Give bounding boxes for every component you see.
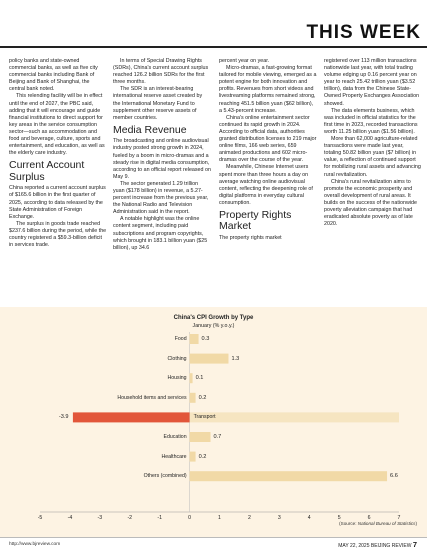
section-heading-property-rights: Property Rights Market xyxy=(219,208,292,233)
category-label: Household items and services xyxy=(117,394,187,401)
x-tick-label: 7 xyxy=(397,515,401,521)
x-tick-label: 2 xyxy=(247,515,251,521)
bar-healthcare xyxy=(190,452,196,462)
value-label: 0.2 xyxy=(198,394,207,401)
category-label: Housing xyxy=(167,375,187,382)
value-label: 0.7 xyxy=(213,434,222,440)
paragraph: policy banks and state-owned commercial banks, as well as five city commercial banks including Bank of Beijing and Bank of Shanghai, the central bank noted. xyxy=(9,58,98,93)
x-tick-label: -2 xyxy=(127,515,133,521)
footer-issue xyxy=(338,540,417,549)
value-label: 0.2 xyxy=(198,453,207,460)
chart-source xyxy=(339,521,417,526)
paragraph: China's rural revitalization aims to promote the economic prosperity and overall development of rural areas. It builds on the success of the nationwide poverty alleviation campaign that had eradicated absolute poverty as of late 2020. xyxy=(324,178,417,228)
x-tick-label: 1 xyxy=(218,515,221,521)
paragraph: percent year on year. xyxy=(219,58,270,64)
paragraph: More than 62,000 agriculture-related transactions were made last year, totaling 50.82 billion yuan ($7 billion) in value, a reflection of continued support for mobilizing rural assets and advancing rural revitalization. xyxy=(324,136,421,178)
source-suffix: ) xyxy=(415,521,417,526)
section-title: THIS WEEK xyxy=(306,22,421,43)
x-tick-label: -5 xyxy=(37,515,43,521)
paragraph: Micro-dramas, a fast-growing format tailored for mobile viewing, emerged as a potent engine for both innovation and profits. Revenues from short videos and livestreaming platforms remained strong, reaching 451.5 billion yuan ($62 billion), a 5.43-percent increase. xyxy=(219,65,317,114)
x-tick-label: 4 xyxy=(307,515,311,521)
paragraph: registered over 113 million transactions nationwide last year, with total trading volume edging up 0.16 percent year on year to reach 25.42 trillion yuan ($3.52 trillion), data from the Chinese State-Owned Property Exchanges Association showed. xyxy=(324,58,420,107)
category-label: Healthcare xyxy=(161,453,187,460)
value-label: 6.6 xyxy=(390,473,398,480)
paragraph: In terms of Special Drawing Rights (SDRs), China's current account surplus reached 126.2 billion SDRs for the first three months. xyxy=(113,58,209,86)
bar-education xyxy=(190,432,211,442)
bar-food xyxy=(190,334,199,344)
bar-housing xyxy=(190,373,193,383)
paragraph: China reported a current account surplus of $165.6 billion in the first quarter of 2025, according to data released by the State Administration of Foreign Exchange. xyxy=(9,185,106,220)
value-label: 0.3 xyxy=(201,336,210,342)
category-label: Clothing xyxy=(167,355,187,362)
x-tick-label: 6 xyxy=(367,515,371,521)
paragraph: The broadcasting and online audiovisual industry posted strong growth in 2024, fueled by a boom in micro-dramas and a steady rise in digital media consumption, according to an official report released on May 9. xyxy=(113,138,211,180)
x-tick-label: -4 xyxy=(67,515,73,521)
footer-rule xyxy=(0,537,427,538)
paragraph: The sector generated 1.29 trillion yuan ($178 billion) in revenue, a 5.27-percent increase from the previous year, the National Radio and Television Administration said in the report. xyxy=(113,180,209,216)
paragraph: This relending facility will be in effect until the end of 2027, the PBC said, adding that it will encourage and guide financial institutions to direct support for key areas in the service consumption sector—such as accommodation and food and beverage, culture, sports and entertainment, and education, as well as the elderly care industry. xyxy=(9,93,105,157)
value-label: 0.1 xyxy=(195,375,204,382)
category-label: Education xyxy=(163,434,187,440)
x-tick-label: 5 xyxy=(337,515,341,521)
section-heading-current-account: Current Account Surplus xyxy=(9,159,85,183)
chart-title: China's CPI Growth by Type xyxy=(173,315,254,321)
paragraph: Meanwhile, Chinese Internet users spent more than three hours a day on average watching online audiovisual content, reflecting the deepening role of digital platforms in everyday cultural consumption. xyxy=(219,164,313,206)
category-label: Others (combined) xyxy=(143,473,187,480)
x-tick-label: 0 xyxy=(188,515,192,521)
section-heading-media-revenue: Media Revenue xyxy=(113,123,187,136)
footer-url[interactable]: http://www.bjreview.com xyxy=(9,542,61,547)
paragraph: A notable highlight was the online content segment, including paid subscriptions and program copyrights, which brought in 183.1 billion yuan ($25 billion), up 34.6 xyxy=(113,216,208,251)
source-prefix: (Source: xyxy=(339,521,358,526)
issue-label: MAY 22, 2025 BEIJING REVIEW xyxy=(338,543,412,549)
bar-clothing xyxy=(190,354,229,364)
x-tick-label: 3 xyxy=(277,515,281,521)
source-name: National Bureau of Statistics xyxy=(357,521,416,526)
category-label: Transport xyxy=(193,414,216,421)
bar-transport xyxy=(73,412,190,422)
bar-household-items-and-services xyxy=(190,393,196,403)
paragraph: China's online entertainment sector continued its rapid growth in 2024. According to official data, authorities granted distribution licenses to 219 major online films, 166 web series, 659 animated productions and 602 micro-dramas over the course of the year. xyxy=(219,114,317,164)
page-number: 7 xyxy=(412,540,417,549)
value-label: 1.3 xyxy=(231,355,240,362)
value-label: -3.9 xyxy=(58,414,69,421)
chart-subtitle: January (% y.o.y.) xyxy=(192,323,235,329)
paragraph: The property rights market xyxy=(219,234,282,241)
paragraph: The surplus in goods trade reached $237.6 billion during the period, while the country registered a $59.3-billion deficit in services trade. xyxy=(9,220,107,249)
x-tick-label: -3 xyxy=(97,515,103,521)
paragraph: The data elements business, which was included in official statistics for the first time in 2023, recorded transactions worth 11.25 billion yuan ($1.56 billion). xyxy=(324,107,418,135)
paragraph: The SDR is an interest-bearing international reserve asset created by the International Monetary Fund to supplement other reserve assets of member countries. xyxy=(113,86,203,121)
bar-others-combined- xyxy=(190,471,387,481)
x-tick-label: -1 xyxy=(157,515,162,521)
category-label: Food xyxy=(174,336,187,342)
